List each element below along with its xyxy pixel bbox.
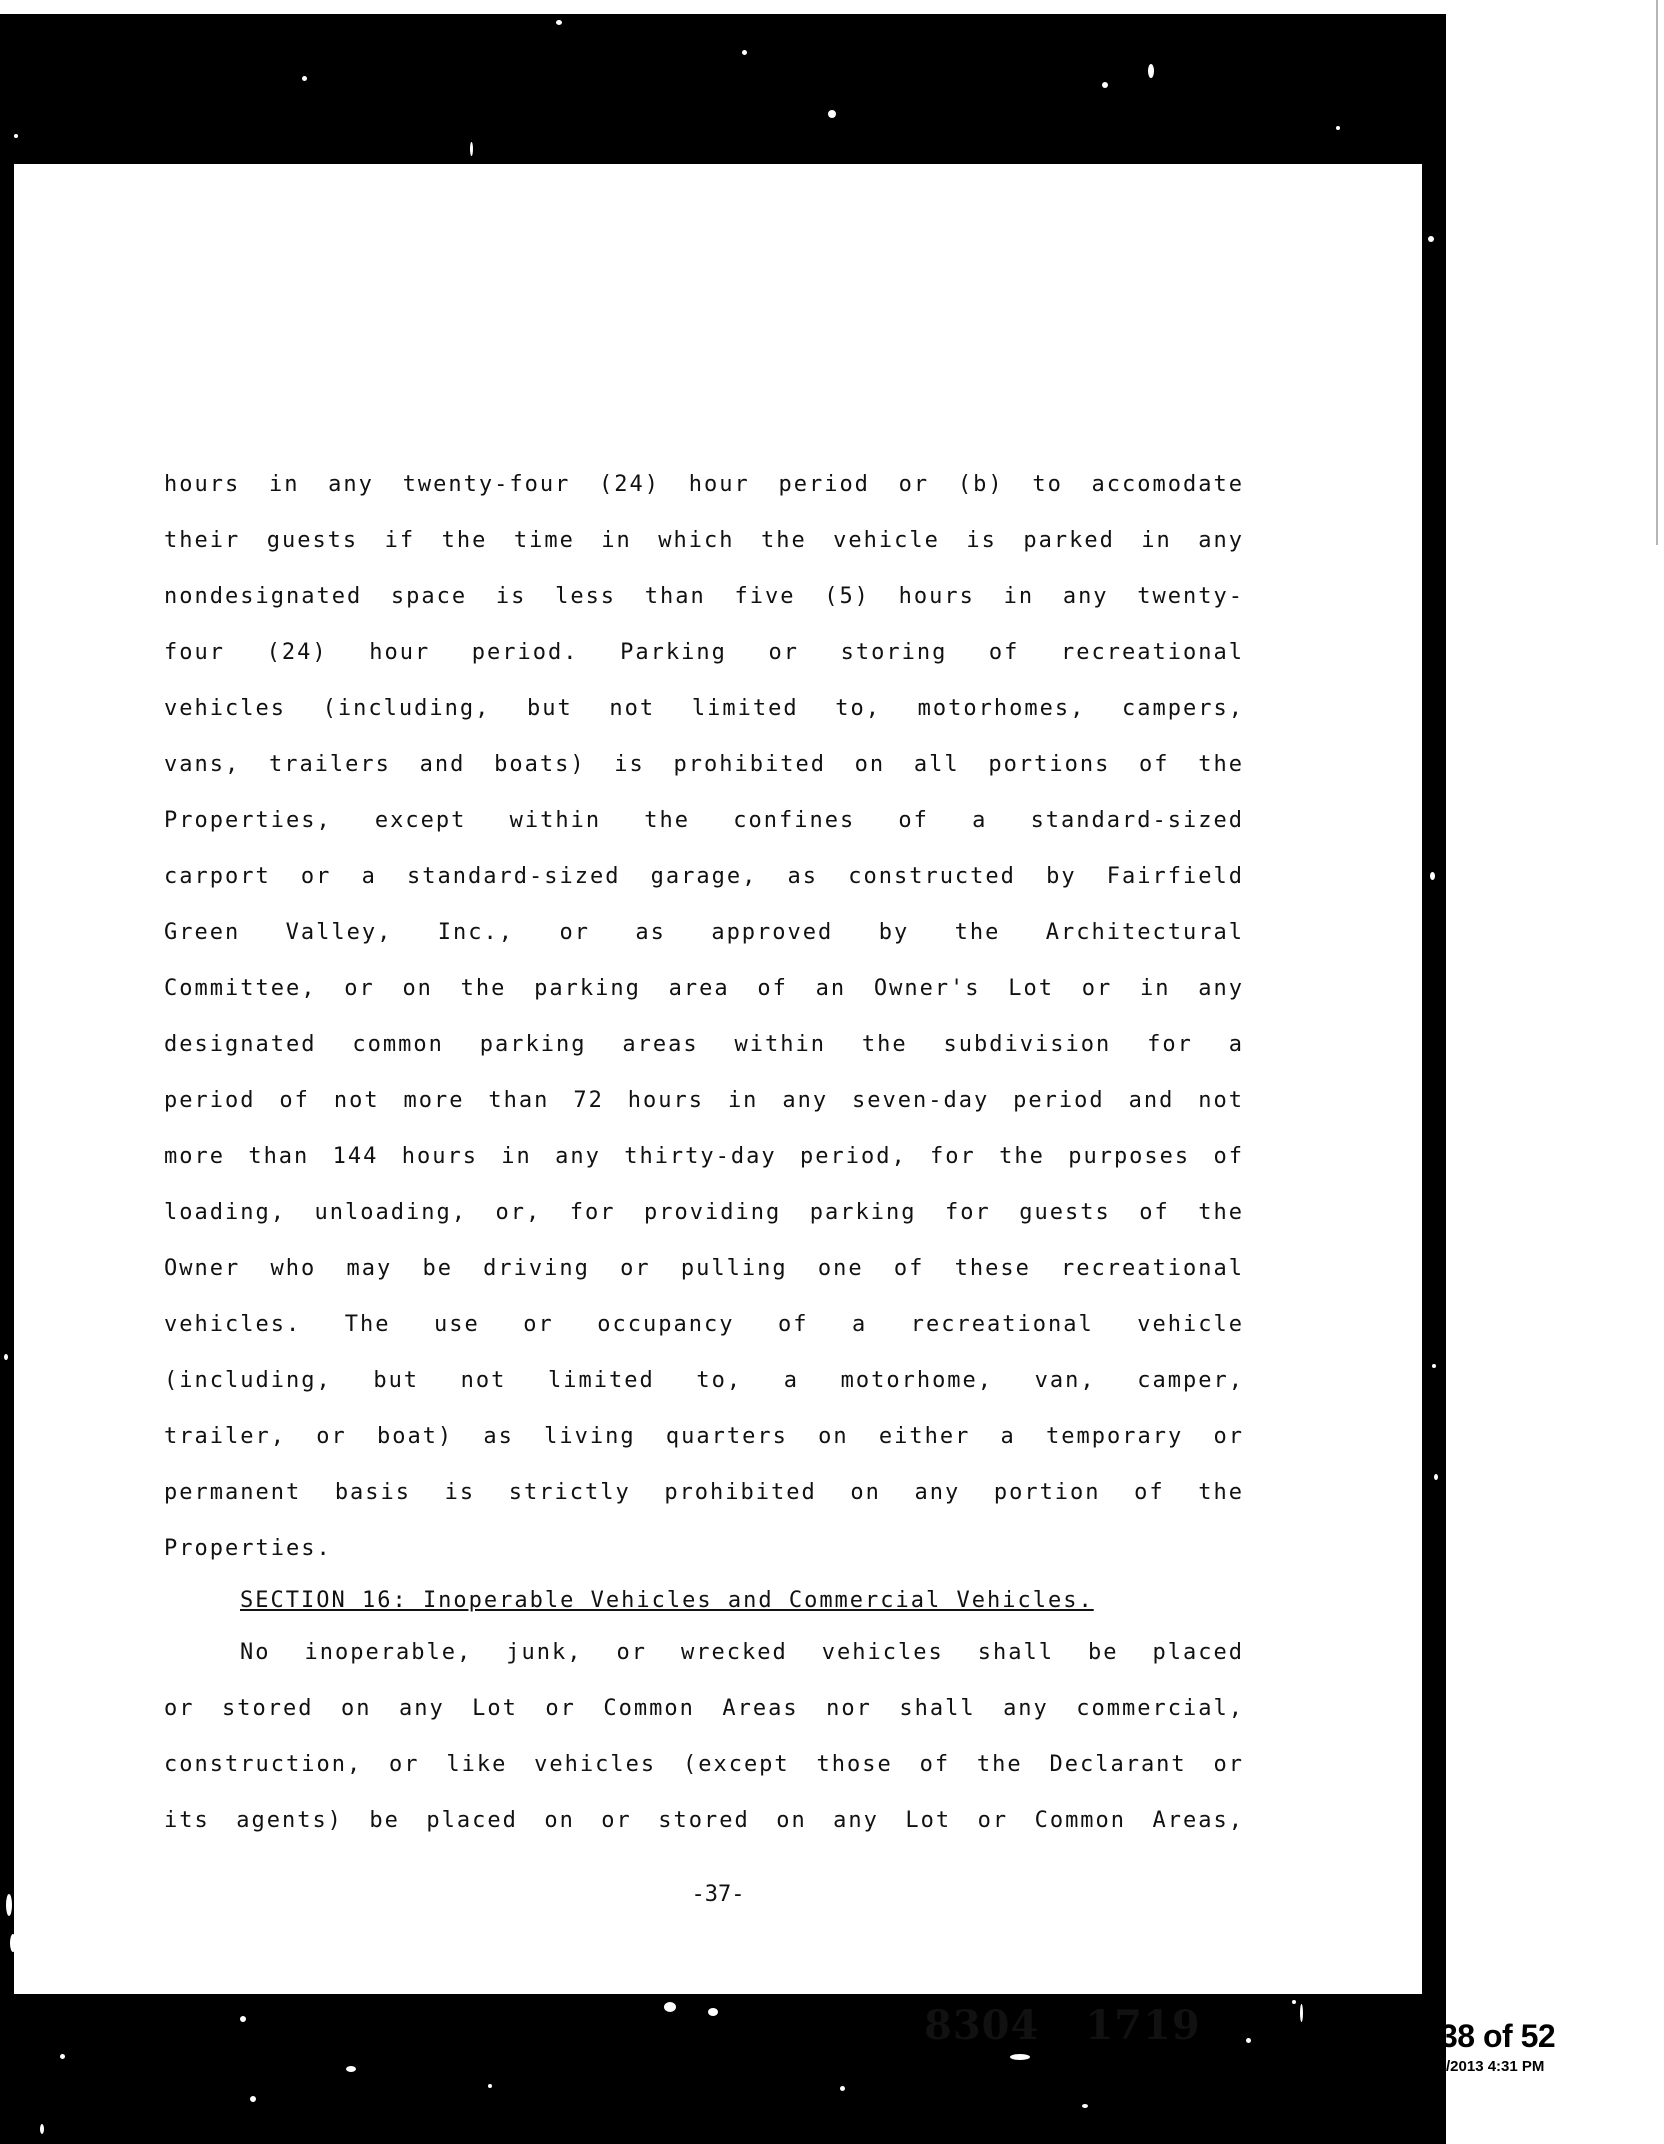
- scan-speck: [488, 2084, 492, 2088]
- recording-page: 1719: [1085, 2002, 1201, 2049]
- print-timestamp: /2013 4:31 PM: [1446, 2058, 1545, 2075]
- scan-speck: [1428, 236, 1434, 242]
- scan-speck: [250, 2096, 256, 2102]
- body-line: Properties.: [164, 1536, 332, 1561]
- scan-speck: [1336, 126, 1340, 130]
- scan-speck: [840, 2086, 845, 2091]
- scan-speck: [708, 2008, 718, 2016]
- body-line: Committee, or on the parking area of an Owner's Lot or in any: [164, 976, 1244, 1001]
- scan-speck: [1148, 64, 1154, 78]
- scan-speck: [40, 2124, 44, 2134]
- scan-speck: [1102, 82, 1108, 88]
- body-line: designated common parking areas within the subdivision for a: [164, 1032, 1244, 1057]
- body-line: Green Valley, Inc., or as approved by the Architectural: [164, 920, 1244, 945]
- scan-speck: [664, 2002, 676, 2012]
- scanned-page-frame: [0, 14, 1446, 2144]
- scan-speck: [470, 142, 473, 156]
- scan-speck: [346, 2066, 356, 2072]
- scanned-paper: [14, 164, 1422, 2049]
- scan-speck: [1432, 1364, 1436, 1368]
- page-edge-rule: [1656, 0, 1658, 545]
- section-line: construction, or like vehicles (except those of the Declarant or: [164, 1752, 1244, 1777]
- body-line: their guests if the time in which the vehicle is parked in any: [164, 528, 1244, 553]
- body-line: vehicles. The use or occupancy of a recreational vehicle: [164, 1312, 1244, 1337]
- scan-speck: [1434, 1474, 1438, 1480]
- section-heading: SECTION 16: Inoperable Vehicles and Commercial Vehicles.: [240, 1588, 1094, 1613]
- body-line: Owner who may be driving or pulling one of these recreational: [164, 1256, 1244, 1281]
- body-line: Properties, except within the confines of a standard-sized: [164, 808, 1244, 833]
- scan-speck: [1246, 2038, 1251, 2043]
- scan-speck: [60, 2054, 65, 2059]
- scan-speck: [1292, 2000, 1296, 2004]
- scan-speck: [6, 1894, 12, 1916]
- body-line: nondesignated space is less than five (5) hours in any twenty-: [164, 584, 1244, 609]
- scan-speck: [302, 76, 307, 81]
- body-line: trailer, or boat) as living quarters on either a temporary or: [164, 1424, 1244, 1449]
- scan-speck: [1010, 2054, 1030, 2060]
- scan-speck: [1300, 2004, 1303, 2022]
- section-line: its agents) be placed on or stored on any Lot or Common Areas,: [164, 1808, 1244, 1833]
- recording-book: 8304: [924, 2002, 1040, 2049]
- section-line: or stored on any Lot or Common Areas nor shall any commercial,: [164, 1696, 1244, 1721]
- body-line: loading, unloading, or, for providing parking for guests of the: [164, 1200, 1244, 1225]
- body-line: vans, trailers and boats) is prohibited on all portions of the: [164, 752, 1244, 777]
- body-line: hours in any twenty-four (24) hour period or (b) to accomodate: [164, 472, 1244, 497]
- scan-speck: [556, 20, 562, 25]
- body-line: permanent basis is strictly prohibited on any portion of the: [164, 1480, 1244, 1505]
- page-number: -37-: [691, 1882, 745, 1907]
- section-line: No inoperable, junk, or wrecked vehicles shall be placed: [240, 1640, 1244, 1665]
- scan-speck: [14, 134, 18, 138]
- recording-stamp: [924, 2002, 1201, 2049]
- body-line: period of not more than 72 hours in any seven-day period and not: [164, 1088, 1244, 1113]
- body-line: vehicles (including, but not limited to, motorhomes, campers,: [164, 696, 1244, 721]
- scan-speck: [240, 2016, 246, 2022]
- scan-speck: [742, 50, 747, 55]
- body-line: (including, but not limited to, a motorhome, van, camper,: [164, 1368, 1244, 1393]
- body-line: more than 144 hours in any thirty-day period, for the purposes of: [164, 1144, 1244, 1169]
- body-line: four (24) hour period. Parking or storing of recreational: [164, 640, 1244, 665]
- scan-speck: [828, 110, 836, 118]
- page-counter: 38 of 52: [1440, 2018, 1556, 2054]
- scan-speck: [1082, 2104, 1088, 2108]
- scan-speck: [4, 1354, 8, 1360]
- scan-speck: [1430, 872, 1435, 880]
- body-line: carport or a standard-sized garage, as constructed by Fairfield: [164, 864, 1244, 889]
